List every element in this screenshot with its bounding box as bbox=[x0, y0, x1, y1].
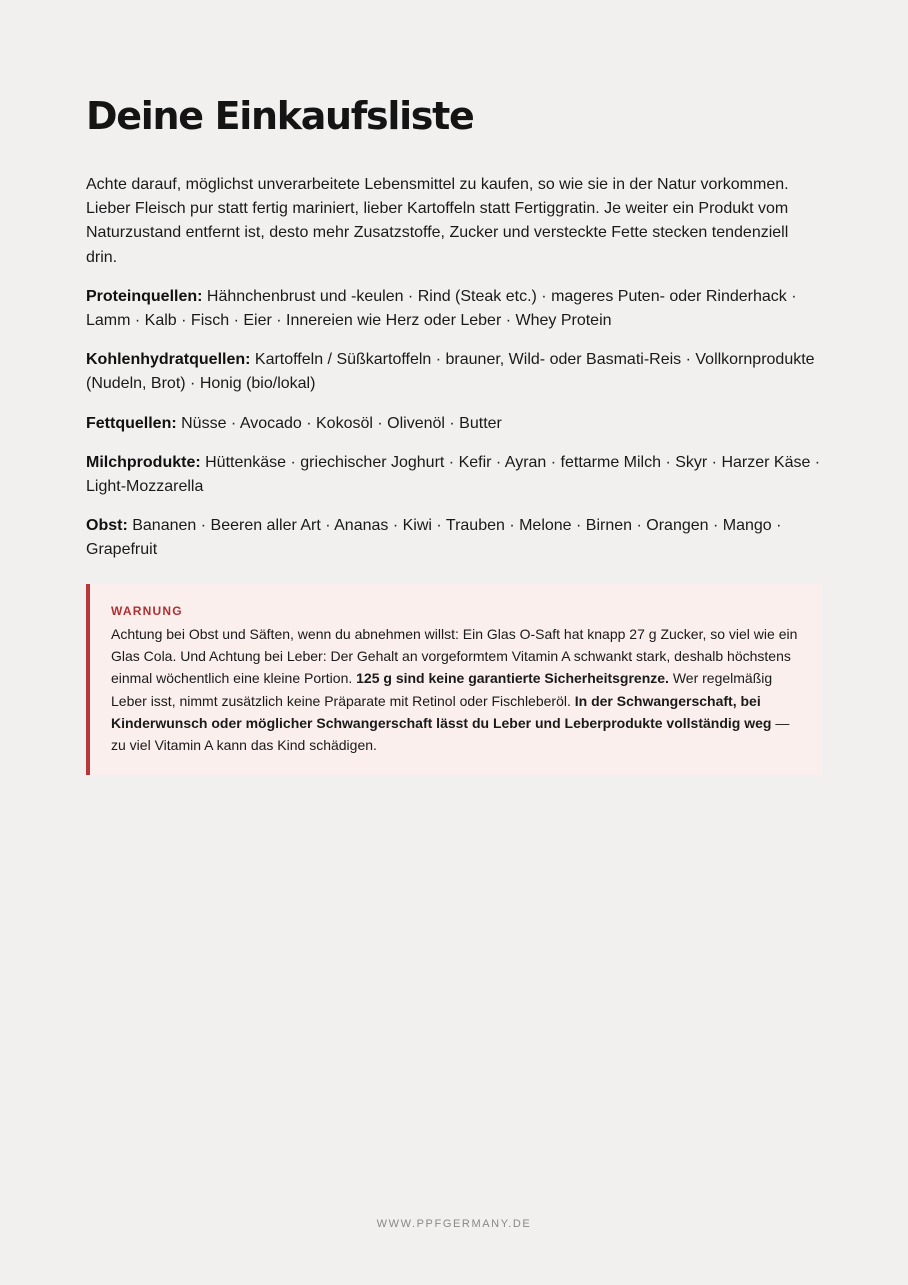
warning-box bbox=[86, 584, 822, 776]
category-fats bbox=[86, 412, 822, 436]
intro-paragraph: Achte darauf, möglichst unverarbeitete Lebensmittel zu kaufen, so wie sie in der Natur vorkommen. Lieber Fleisch pur statt fertig mariniert, lieber Kartoffeln statt Fertiggratin. Je weiter ein Produkt vom Naturzustand entfernt ist, desto mehr Zusatzstoffe, Zucker und versteckte Fette stecken tendenziell drin. bbox=[86, 176, 789, 266]
category-items: Hüttenkäse · griechischer Joghurt · Kefir · Ayran · fettarme Milch · Skyr · Harzer Käse · Light-Mozzarella bbox=[86, 453, 821, 496]
category-items: Bananen · Beeren aller Art · Ananas · Kiwi · Trauben · Melone · Birnen · Orangen · Mango · Grapefruit bbox=[86, 517, 782, 559]
warning-text bbox=[111, 623, 800, 757]
category-protein bbox=[86, 285, 822, 333]
warning-text-part: Achtung bei Obst und Säften, wenn du abnehmen willst: Ein Glas O-Saft hat knapp 27 g Zucker, so viel wie ein Glas Cola. Und Achtung bei Leber: Der Gehalt an vorgeformtem Vitamin A schwankt stark, deshalb höchstens einmal wöchentlich eine kleine Portion. bbox=[111, 625, 798, 687]
warning-text-part: — zu viel Vitamin A kann das Kind schädigen. bbox=[111, 714, 790, 754]
warning-emphasis: 125 g sind keine garantierte Sicherheitsgrenze. bbox=[356, 670, 669, 687]
content bbox=[86, 173, 822, 775]
warning-title: WARNUNG bbox=[111, 603, 183, 618]
page-title: Deine Einkaufsliste bbox=[86, 94, 474, 138]
category-items: Nüsse · Avocado · Kokosöl · Olivenöl · Butter bbox=[181, 414, 502, 432]
footer-url: WWW.PPFGERMANY.DE bbox=[376, 1218, 532, 1230]
warning-emphasis: In der Schwangerschaft, bei Kinderwunsch oder möglicher Schwangerschaft lässt du Leber und Leberprodukte vollständig weg bbox=[111, 692, 772, 731]
category-items: Hähnchenbrust und -keulen · Rind (Steak etc.) · mageres Puten- oder Rinderhack · Lamm · Kalb · Fisch · Eier · Innereien wie Herz oder Leber · Whey Protein bbox=[86, 287, 797, 330]
category-dairy bbox=[86, 451, 822, 499]
category-items: Kartoffeln / Süßkartoffeln · brauner, Wild- oder Basmati-Reis · Vollkornprodukte (Nudeln, Brot) · Honig (bio/lokal) bbox=[86, 351, 815, 393]
category-label: Fettquellen: bbox=[86, 414, 177, 432]
category-fruit bbox=[86, 514, 822, 562]
warning-text-part: Wer regelmäßig Leber isst, nimmt zusätzlich keine Präparate mit Retinol oder Fischleberöl. bbox=[111, 670, 773, 709]
category-label: Kohlenhydratquellen: bbox=[86, 351, 251, 369]
category-label: Milchprodukte: bbox=[86, 453, 201, 471]
category-label: Proteinquellen: bbox=[86, 287, 203, 305]
category-carbs bbox=[86, 348, 822, 396]
category-label: Obst: bbox=[86, 517, 128, 535]
